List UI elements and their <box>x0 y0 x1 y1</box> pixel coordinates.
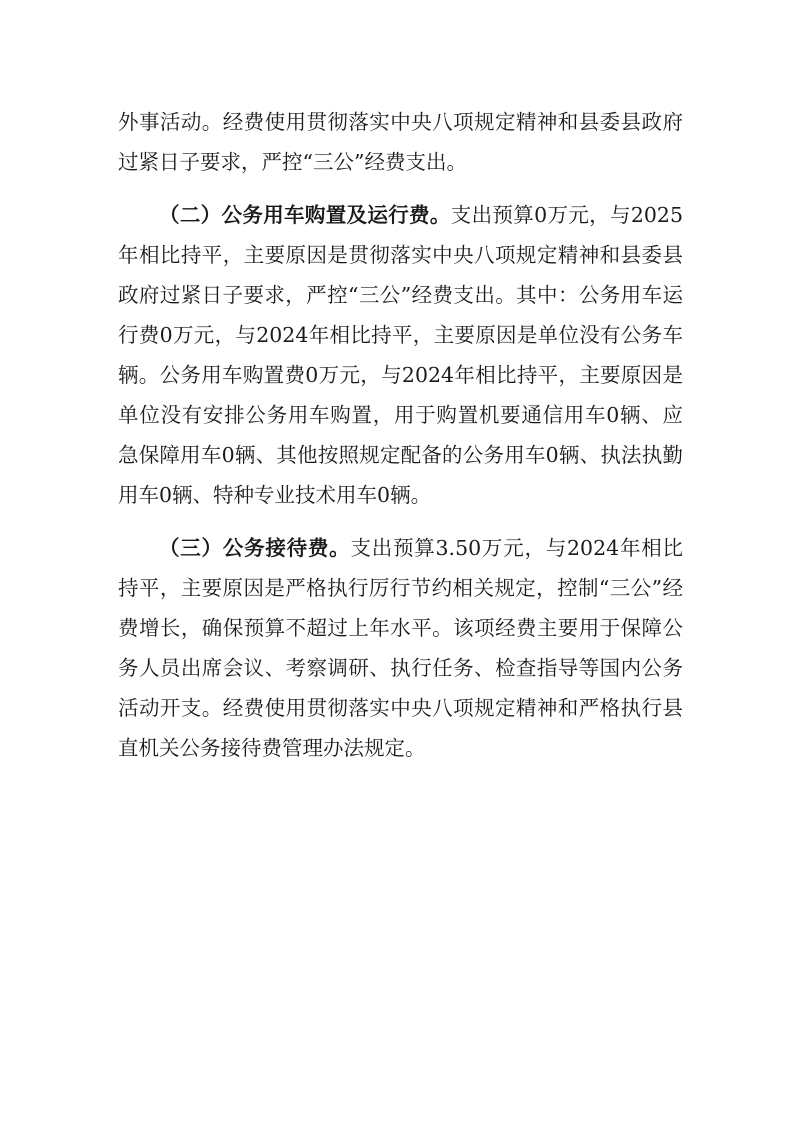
paragraph-text: 支出预算0万元，与2025年相比持平，主要原因是贯彻落实中央八项规定精神和县委县政府过紧日子要求，严控“三公”经费支出。其中：公务用车运行费0万元，与2024年相比持平，主要原因是单位没有公务车辆。公务用车购置费0万元，与2024年相比持平，主要原因是单位没有安排公务用车购置，用于购置机要通信用车0辆、应急保障用车0辆、其他按照规定配备的公务用车0辆、执法执勤用车0辆、特种专业技术用车0辆。 <box>118 203 684 507</box>
document-body <box>118 102 683 781</box>
paragraph-foreign-affairs-continuation <box>118 102 683 182</box>
paragraph-reception-expenses <box>118 528 683 768</box>
paragraph-text: 支出预算3.50万元，与2024年相比持平，主要原因是严格执行厉行节约相关规定，控制“三公”经费增长，确保预算不超过上年水平。该项经费主要用于保障公务人员出席会议、考察调研、执行任务、检查指导等国内公务活动开支。经费使用贯彻落实中央八项规定精神和严格执行县直机关公务接待费管理办法规定。 <box>118 536 683 760</box>
section-heading-reception: （三）公务接待费。 <box>159 536 351 560</box>
paragraph-text: 外事活动。经费使用贯彻落实中央八项规定精神和县委县政府过紧日子要求，严控“三公”经费支出。 <box>118 110 683 174</box>
paragraph-vehicle-expenses <box>118 195 683 515</box>
section-heading-vehicle: （二）公务用车购置及运行费。 <box>159 203 451 227</box>
